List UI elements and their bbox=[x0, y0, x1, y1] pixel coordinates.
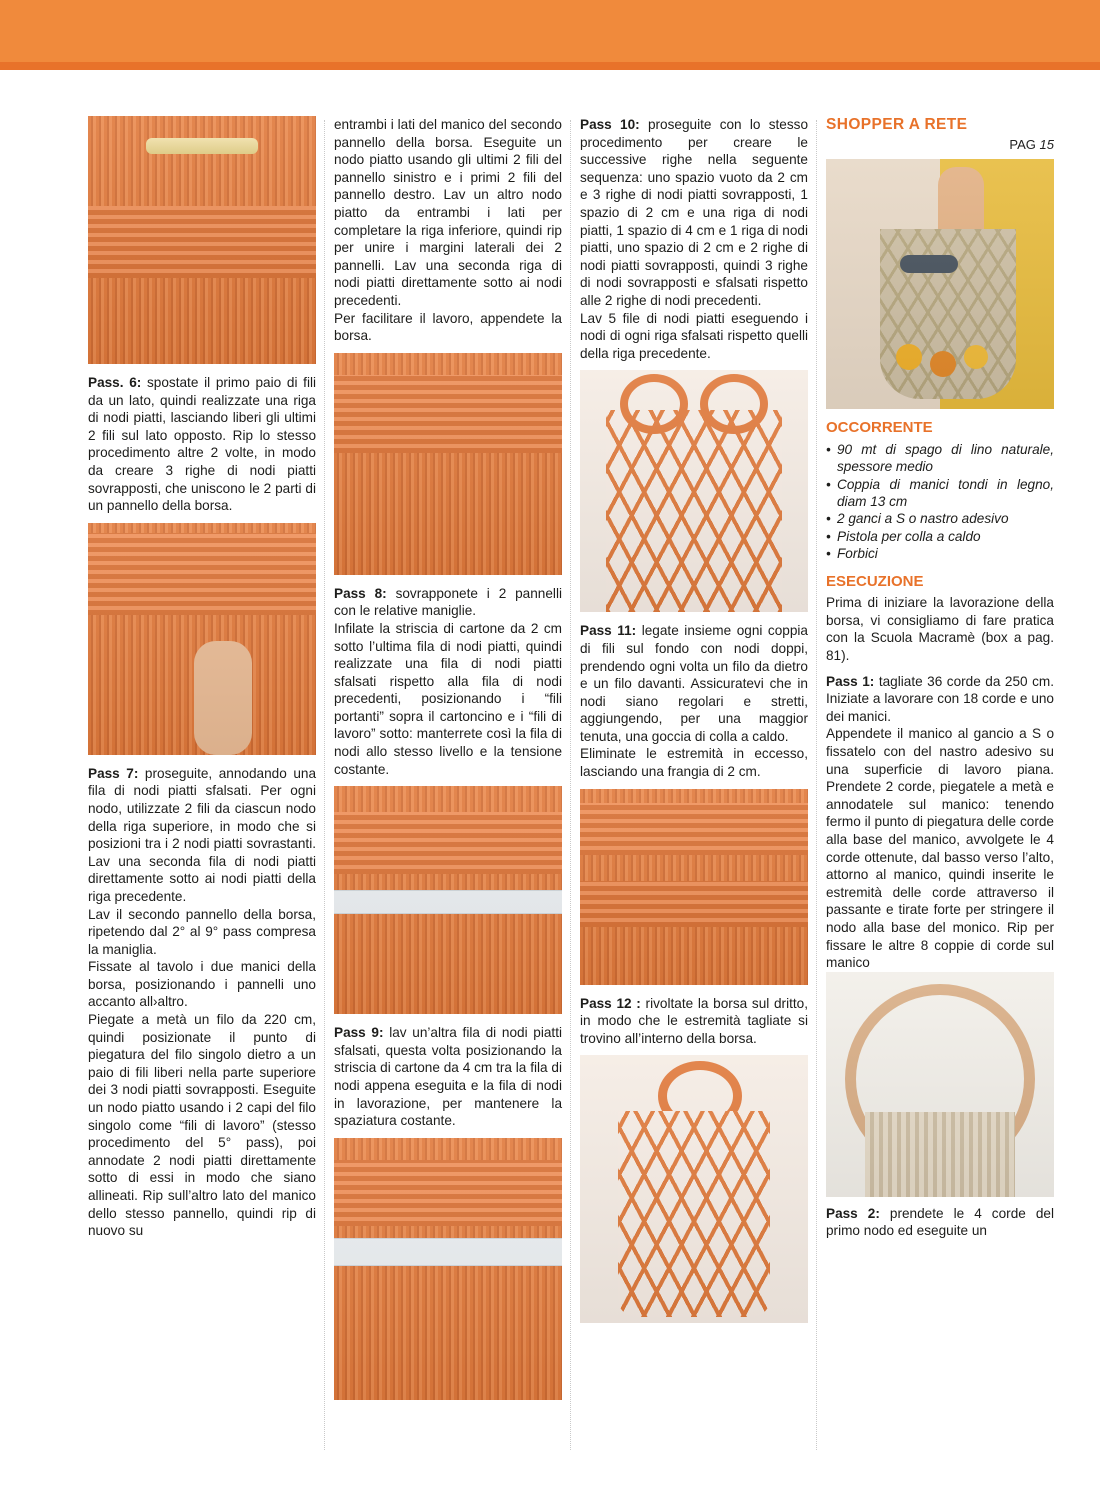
column-1 bbox=[88, 116, 316, 1240]
material-item: • Forbici bbox=[826, 545, 1054, 562]
finished-net-bag-photo bbox=[580, 1055, 808, 1323]
top-orange-band bbox=[0, 0, 1100, 62]
material-item: • Pistola per colla a caldo bbox=[826, 528, 1054, 545]
col4-exec-para-1: Prima di iniziare la lavorazione della borsa, vi consigliamo di fare pratica con la Scuola Macramè (box a pag. 81). bbox=[826, 595, 1054, 663]
col2-para-4: Infilate la striscia di cartone da 2 cm sotto l’ultima fila di nodi piatti, quindi realizzate una fila di nodi piatti sfalsati rispetto alla fila di nodi precedenti, posizionando i “fili portanti” sopra il cartoncino e i “fili di lavoro” sotto: manterrete così la fila di nodi allo stesso livello e la tensione costante. bbox=[334, 620, 562, 777]
hanging-bag-net-photo bbox=[580, 370, 808, 612]
col3-para-1 bbox=[580, 116, 808, 310]
col1-para-2 bbox=[88, 765, 316, 906]
col3-para-5 bbox=[580, 995, 808, 1048]
section-kicker: SHOPPER A RETE bbox=[826, 116, 968, 133]
pass-11-text: legate insieme ogni coppia di fili sul fondo con nodi doppi, prendendo ogni volta un filo da dietro e un filo davanti. Assicuratevi che in nodi siano regolari e stretti, aggiungendo, per una maggior tenuta, una goccia di colla a caldo. bbox=[580, 623, 808, 744]
pass-6-label: Pass. 6: bbox=[88, 375, 142, 390]
page-body bbox=[0, 70, 1100, 1493]
pass-2-text: prendete le 4 corde del primo nodo ed eseguite un bbox=[826, 1205, 1054, 1239]
column-2 bbox=[334, 116, 562, 1410]
bottom-double-knots-photo bbox=[580, 789, 808, 985]
joined-panels-photo bbox=[334, 353, 562, 575]
page-number-value: 15 bbox=[1039, 136, 1054, 152]
col4-pass-2 bbox=[826, 1205, 1054, 1240]
col1-para-3: Lav il secondo pannello della borsa, ripetendo dal 2° al 9° pass compresa la maniglia. bbox=[88, 906, 316, 957]
model-with-net-shopper-photo bbox=[826, 159, 1054, 409]
materials-list bbox=[826, 441, 1054, 563]
second-cardboard-strip-photo bbox=[334, 1138, 562, 1400]
pass-9-text: lav un’altra fila di nodi piatti sfalsati, questa volta posizionando la striscia di cartone da 4 cm tra la fila di nodi appena eseguita e la fila di nodi in lavorazione, per mantenere la spaziatura costante. bbox=[334, 1025, 562, 1129]
col3-para-2: Lav 5 file di nodi piatti eseguendo i nodi di ogni riga sfalsati rispetto quelli della riga precedente. bbox=[580, 310, 808, 361]
col1-para-4: Fissate al tavolo i due manici della borsa, posizionando i pannelli uno accanto all›altro. bbox=[88, 959, 316, 1010]
material-item: • Coppia di manici tondi in legno, diam 13 cm bbox=[826, 476, 1054, 511]
execution-heading: ESECUZIONE bbox=[826, 572, 924, 590]
pass-2-label: Pass 2: bbox=[826, 1205, 880, 1221]
two-panels-hand-photo bbox=[88, 523, 316, 755]
top-band-rule bbox=[0, 62, 1100, 70]
pass-1-text: tagliate 36 corde da 250 cm. Iniziate a lavorare con 18 corde e uno dei manici. bbox=[826, 673, 1054, 724]
pass-12-label: Pass 12 : bbox=[580, 995, 641, 1011]
col3-para-3 bbox=[580, 622, 808, 745]
col1-para-1 bbox=[88, 374, 316, 515]
col3-para-4: Eliminate le estremità in eccesso, lasciando una frangia di 2 cm. bbox=[580, 746, 808, 780]
pass-8-label: Pass 8: bbox=[334, 585, 387, 601]
pass-7-label: Pass 7: bbox=[88, 765, 139, 781]
col2-para-3 bbox=[334, 585, 562, 620]
pass-6-text: spostate il primo paio di fili da un lato, quindi realizzate una riga di nodi piatti, lasciando liberi gli ultimi 2 fili sul lato opposto. Rip lo stesso procedimento altre 2 volte, in modo da creare 3 righe di nodi piatti sovrapposti, che uniscono le 2 parti di un pannello della borsa. bbox=[88, 375, 317, 514]
pass-12-text: rivoltate la borsa sul dritto, in modo che le estremità tagliate si trovino all’interno della borsa. bbox=[580, 995, 808, 1046]
col2-para-5 bbox=[334, 1024, 562, 1130]
macrame-bag-handle-photo bbox=[88, 116, 316, 364]
column-3 bbox=[580, 116, 808, 1333]
pass-1-label: Pass 1: bbox=[826, 673, 875, 689]
material-item: • 90 mt di spago di lino naturale, spessore medio bbox=[826, 441, 1054, 476]
pass-10-text: proseguite con lo stesso procedimento per creare le successive righe nella seguente sequenza: uno spazio vuoto da 2 cm e 3 righe di nodi piatti sovrapposti, 1 spazio di 2 cm e una riga di nodi piatti, 1 spazio di 4 cm e 1 riga di nodi piatti, uno spazio di 2 cm e 2 righe di nodi piatti sovrapposti, quindi 3 righe di nodi sovrapposti e sfalsati rispetto alle 2 righe di nodi precedenti. bbox=[580, 117, 809, 308]
column-divider-3 bbox=[816, 120, 817, 1450]
pass-7-text: proseguite, annodando una fila di nodi piatti sfalsati. Per ogni nodo, utilizzate 2 fili da ciascun nodo della riga superiore, in modo che si posizioni tra i 2 nodi piatti sovrastanti. Lav una seconda fila di nodi piatti direttamente sotto ai nodi piatti della riga precedente. bbox=[88, 765, 316, 904]
pass-11-label: Pass 11: bbox=[580, 623, 637, 639]
col4-exec-para-2: Appendete il manico al gancio a S o fissatelo con del nastro adesivo su una superficie di lavoro piana. Prendete 2 corde, piegatele a metà e annodatele sul manico: tenendo fermo il punto di piegatura delle corde alla base del manico, avvolgete le 4 corde ottenute, dal basso verso l’alto, attorno al manico, quindi inserite le estremità delle corde attraverso il passante e tirate forte per stringere il nodo alla base del monico. Rip per fissare le altre 8 coppie di corde sul manico bbox=[826, 726, 1054, 971]
col2-para-2: Per facilitare il lavoro, appendete la borsa. bbox=[334, 310, 562, 344]
col4-pass-1 bbox=[826, 673, 1054, 726]
cardboard-strip-spacing-photo bbox=[334, 786, 562, 1014]
column-4 bbox=[826, 116, 1054, 1240]
materials-heading: OCCORRENTE bbox=[826, 419, 933, 437]
page-number bbox=[826, 136, 1054, 154]
column-divider-1 bbox=[324, 120, 325, 1450]
col1-para-5: Piegate a metà un filo da 220 cm, quindi posizionate il punto di piegatura del filo singolo dietro a un paio di fili liberi nella parte superiore dei 3 nodi piatti sovrapposti. Eseguite un nodo piatto usando i 2 capi del filo singolo come “fili di lavoro” (stesso procedimento del 5° pass), poi annodate 2 nodi piatti direttamente sotto di essi in modo che siano allineati. Rip sull’altro lato del manico dello stesso pannello, quindi rip di nuovo su bbox=[88, 1012, 316, 1239]
wooden-ring-with-cords-photo bbox=[826, 972, 1054, 1197]
pass-9-label: Pass 9: bbox=[334, 1025, 384, 1041]
column-divider-2 bbox=[570, 120, 571, 1450]
pass-8-text: sovrapponete i 2 pannelli con le relative maniglie. bbox=[334, 585, 562, 619]
pass-10-label: Pass 10: bbox=[580, 117, 640, 132]
col2-para-1: entrambi i lati del manico del secondo pannello della borsa. Eseguite un nodo piatto usando gli ultimi 2 fili del pannello sinistro e i primi 2 fili del pannello destro. Lav un altro nodo piatto da entrambi i lati per completare la riga inferiore, quindi rip per unire i margini laterali dei 2 pannelli. Lav una seconda riga di nodi piatti direttamente sotto ai nodi precedenti. bbox=[334, 117, 562, 308]
page-label: PAG bbox=[1009, 136, 1036, 152]
material-item: • 2 ganci a S o nastro adesivo bbox=[826, 510, 1054, 527]
